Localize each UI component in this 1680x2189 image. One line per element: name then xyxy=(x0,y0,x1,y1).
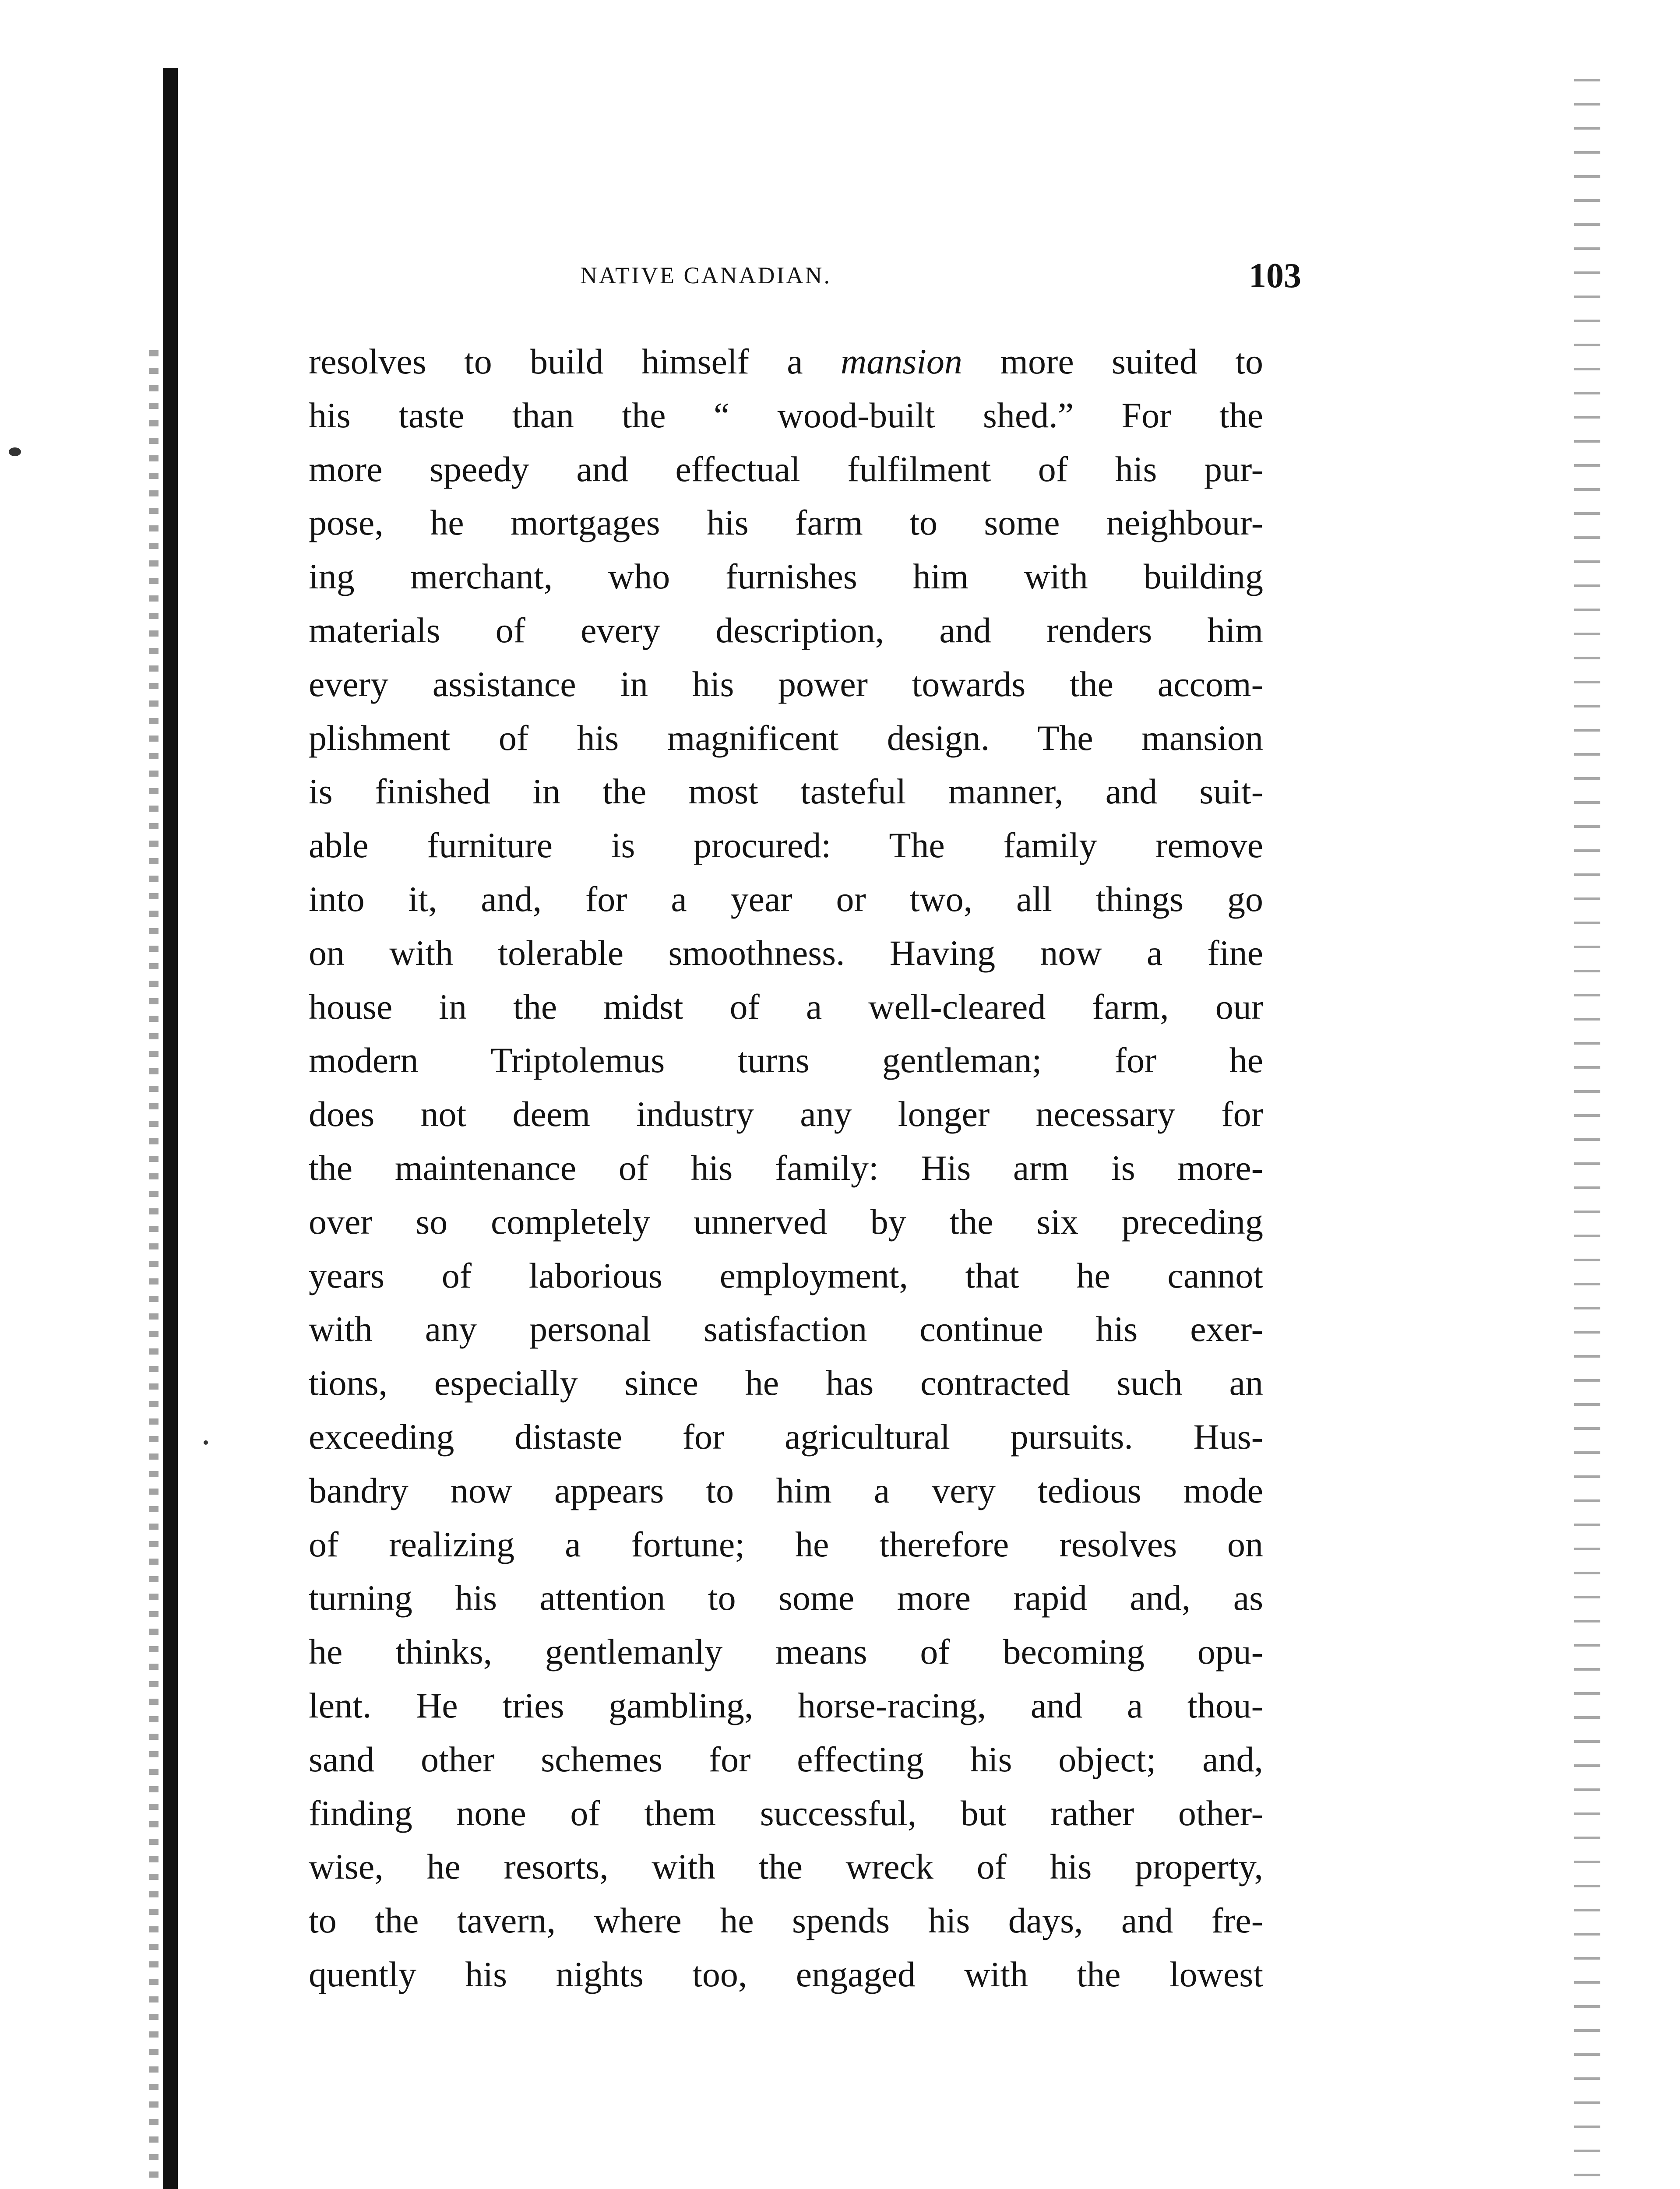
italic-word: mansion xyxy=(841,341,962,381)
text-line: materials of every description, and renders him xyxy=(309,610,1263,650)
running-head: NATIVE CANADIAN. xyxy=(580,262,831,289)
text-line: wise, he resorts, with the wreck of his property, xyxy=(309,1847,1263,1887)
text-line: with any personal satisfaction continue his exer- xyxy=(309,1309,1263,1349)
binding-shadow xyxy=(163,68,178,2189)
text-line: quently his nights too, engaged with the lowest xyxy=(309,1954,1263,1994)
text-line: tions, especially since he has contracted such an xyxy=(309,1363,1263,1403)
text-line: over so completely unnerved by the six preceding xyxy=(309,1201,1263,1242)
text-line: is finished in the most tasteful manner, and suit- xyxy=(309,771,1263,812)
text-line: his taste than the “ wood-built shed.” For the xyxy=(309,395,1263,435)
text-line: the maintenance of his family: His arm is more- xyxy=(309,1147,1263,1188)
text-line: of realizing a fortune; he therefore resolves on xyxy=(309,1524,1263,1564)
text-line: plishment of his magnificent design. The mansion xyxy=(309,718,1263,758)
text-line: to the tavern, where he spends his days, and fre- xyxy=(309,1900,1263,1941)
text-line: years of laborious employment, that he cannot xyxy=(309,1255,1263,1295)
text-line: ing merchant, who furnishes him with building xyxy=(309,556,1263,597)
page-edge-noise xyxy=(1574,79,1600,2189)
text-line: on with tolerable smoothness. Having now a fine xyxy=(309,933,1263,973)
binding-edge xyxy=(149,350,158,2189)
text-line: exceeding distaste for agricultural pursuits. Hus- xyxy=(309,1416,1263,1457)
ink-speck xyxy=(9,447,21,456)
text-line: modern Triptolemus turns gentleman; for he xyxy=(309,1040,1263,1080)
text-line: sand other schemes for effecting his object; and, xyxy=(309,1739,1263,1779)
text-line: every assistance in his power towards the accom- xyxy=(309,664,1263,704)
body-text xyxy=(309,335,1263,2002)
text-line: more speedy and effectual fulfilment of his pur- xyxy=(309,449,1263,489)
text-line: resolves to build himself a mansion more suited to xyxy=(309,341,1263,381)
text-line: house in the midst of a well-cleared farm, our xyxy=(309,986,1263,1027)
text-line: able furniture is procured: The family remove xyxy=(309,825,1263,866)
text-line: does not deem industry any longer necessary for xyxy=(309,1094,1263,1134)
text-line: he thinks, gentlemanly means of becoming opu- xyxy=(309,1632,1263,1672)
text-line: bandry now appears to him a very tedious mode xyxy=(309,1470,1263,1510)
text-line: turning his attention to some more rapid and, as xyxy=(309,1578,1263,1618)
text-line: pose, he mortgages his farm to some neighbour- xyxy=(309,503,1263,543)
page-number: 103 xyxy=(1249,257,1301,295)
text-line: lent. He tries gambling, horse-racing, and a thou- xyxy=(309,1685,1263,1725)
text-line: finding none of them successful, but rather other- xyxy=(309,1793,1263,1833)
text-line: into it, and, for a year or two, all things go xyxy=(309,879,1263,919)
ink-speck xyxy=(204,1440,208,1445)
